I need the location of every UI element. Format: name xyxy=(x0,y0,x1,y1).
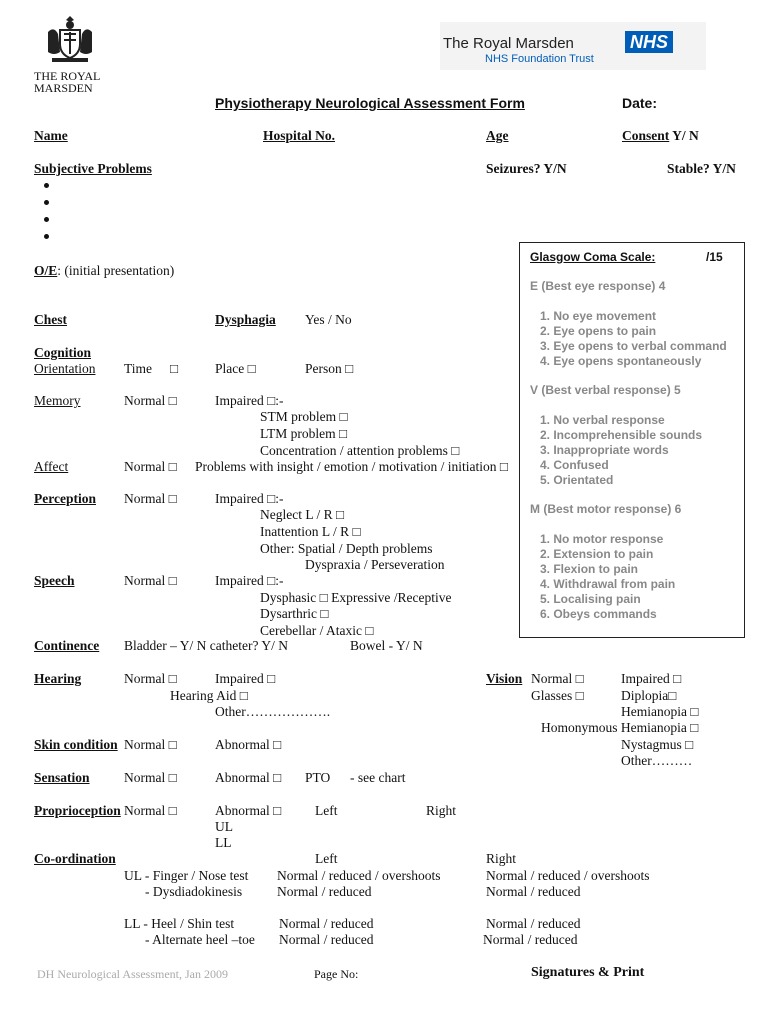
ul-finger-right: Normal / reduced / overshoots xyxy=(486,868,650,883)
checkbox[interactable]: □ xyxy=(320,606,329,621)
skin-abnormal xyxy=(215,737,281,753)
vision-hemianopia xyxy=(621,704,699,720)
gcs-e-item: 2. Eye opens to pain xyxy=(540,324,657,338)
affect-problems xyxy=(195,459,508,475)
skin-normal xyxy=(124,737,177,753)
vision-title: Vision xyxy=(486,671,523,686)
checkbox[interactable]: □ xyxy=(267,671,276,686)
abnormal-label: Abnormal xyxy=(215,737,270,752)
gcs-v-item: 4. Confused xyxy=(540,458,609,472)
abnormal-label: Abnormal xyxy=(215,803,270,818)
hearing-title: Hearing xyxy=(34,671,82,686)
vision-diplopia xyxy=(621,688,676,704)
nystagmus-label: Nystagmus xyxy=(621,737,682,752)
checkbox[interactable]: □ xyxy=(339,409,348,424)
hospital-no-label: Hospital No. xyxy=(263,128,336,143)
checkbox[interactable]: □ xyxy=(239,688,248,703)
left-logo-line2: MARSDEN xyxy=(34,81,93,95)
ltm-option xyxy=(260,426,347,442)
checkbox[interactable]: □ xyxy=(247,361,256,376)
chest-label: Chest xyxy=(34,312,67,327)
normal-label: Normal xyxy=(531,671,573,686)
royal-marsden-crest-logo xyxy=(44,12,96,64)
gcs-m-item: 4. Withdrawal from pain xyxy=(540,577,676,591)
perception-title: Perception xyxy=(34,491,96,506)
gcs-v-item: 1. No verbal response xyxy=(540,413,665,427)
checkbox[interactable]: □ xyxy=(168,671,177,686)
impaired-label: Impaired xyxy=(215,671,264,686)
oe-label: O/E xyxy=(34,263,58,278)
ul-dysdiad-right: Normal / reduced xyxy=(486,884,581,899)
checkbox[interactable]: □ xyxy=(168,803,177,818)
proprioception-ll: LL xyxy=(215,835,232,850)
gcs-total: /15 xyxy=(706,250,723,264)
proprioception-ul: UL xyxy=(215,819,233,834)
checkbox[interactable]: □ xyxy=(273,803,282,818)
consent-label: Consent xyxy=(622,128,670,143)
checkbox[interactable]: □ xyxy=(673,671,682,686)
impaired-label: Impaired xyxy=(621,671,670,686)
vision-nystagmus xyxy=(621,737,693,753)
continence-bowel: Bowel - Y/ N xyxy=(350,638,423,653)
nhs-trust-logo xyxy=(440,22,706,70)
continence-bladder: Bladder – Y/ N catheter? Y/ N xyxy=(124,638,288,653)
checkbox[interactable]: □ xyxy=(168,393,177,408)
checkbox[interactable]: □ xyxy=(319,590,328,605)
gcs-m-item: 3. Flexion to pain xyxy=(540,562,639,576)
gcs-m-item: 2. Extension to pain xyxy=(540,547,654,561)
continence-title: Continence xyxy=(34,638,100,653)
footer-page-no: Page No: xyxy=(314,967,359,981)
orientation-label: Orientation xyxy=(34,361,96,376)
checkbox[interactable]: □ xyxy=(168,770,177,785)
inattention-option xyxy=(260,524,361,540)
memory-label: Memory xyxy=(34,393,81,408)
bullet-point xyxy=(44,200,49,205)
checkbox[interactable]: □ xyxy=(273,737,282,752)
time-label: Time xyxy=(124,361,153,376)
checkbox[interactable]: □ xyxy=(345,361,354,376)
subjective-title: Subjective Problems xyxy=(34,161,152,176)
orientation-time xyxy=(124,361,178,377)
consent-yn: Y/ N xyxy=(669,128,699,143)
hearing-other: Other………………. xyxy=(215,704,331,719)
proprioception-abnormal xyxy=(215,803,281,819)
gcs-box xyxy=(519,242,745,638)
stm-label: STM problem xyxy=(260,409,337,424)
perception-normal xyxy=(124,491,177,507)
footer-source: DH Neurological Assessment, Jan 2009 xyxy=(37,967,228,981)
checkbox[interactable]: □ xyxy=(690,704,699,719)
speech-title: Speech xyxy=(34,573,75,588)
bullet-point xyxy=(44,217,49,222)
dysphagia-options: Yes / No xyxy=(305,312,352,327)
trust-subtitle: NHS Foundation Trust xyxy=(485,53,594,65)
normal-label: Normal xyxy=(124,393,166,408)
glasses-label: Glasses xyxy=(531,688,573,703)
gcs-v-title: V (Best verbal response) 5 xyxy=(530,383,681,397)
gcs-m-item: 1. No motor response xyxy=(540,532,664,546)
ltm-label: LTM problem xyxy=(260,426,336,441)
gcs-e-item: 3. Eye opens to verbal command xyxy=(540,339,727,353)
hearing-aid-label: Hearing Aid xyxy=(170,688,237,703)
coordination-left-header: Left xyxy=(315,851,338,866)
checkbox[interactable]: □ xyxy=(168,737,177,752)
checkbox[interactable]: □ xyxy=(267,491,276,506)
coordination-right-header: Right xyxy=(486,851,517,866)
dysphasic-label: Dysphasic xyxy=(260,590,317,605)
oe-line xyxy=(34,263,174,279)
hearing-impaired xyxy=(215,671,275,687)
consent-field xyxy=(622,128,699,144)
gcs-title: Glasgow Coma Scale: xyxy=(530,250,656,264)
checkbox[interactable]: □ xyxy=(273,770,282,785)
gcs-v-item: 2. Incomprehensible sounds xyxy=(540,428,703,442)
concentration-option xyxy=(260,443,459,459)
ll-alt-left: Normal / reduced xyxy=(279,932,374,947)
sensation-pto: PTO xyxy=(305,770,331,785)
cerebellar-option xyxy=(260,623,374,639)
normal-label: Normal xyxy=(124,671,166,686)
concentration-label: Concentration / attention problems xyxy=(260,443,448,458)
proprioception-title: Proprioception xyxy=(34,803,121,818)
memory-impaired: Impaired □:- xyxy=(215,393,284,408)
vision-impaired xyxy=(621,671,681,687)
seizures-label: Seizures? Y/N xyxy=(486,161,567,176)
ll-heel-left: Normal / reduced xyxy=(279,916,374,931)
checkbox[interactable]: □ xyxy=(668,688,677,703)
checkbox[interactable]: □ xyxy=(267,573,276,588)
checkbox[interactable]: □ xyxy=(365,623,374,638)
hearing-aid xyxy=(170,688,248,704)
dysphasic-option xyxy=(260,590,452,606)
footer-signatures: Signatures & Print xyxy=(531,965,645,980)
gcs-v-item: 5. Orientated xyxy=(540,473,614,487)
gcs-m-item: 6. Obeys commands xyxy=(540,607,657,621)
normal-label: Normal xyxy=(124,770,166,785)
orientation-place xyxy=(215,361,256,377)
ll-alternate: - Alternate heel –toe xyxy=(145,932,255,947)
checkbox[interactable]: □ xyxy=(575,671,584,686)
coordination-title: Co-ordination xyxy=(34,851,116,866)
vision-other: Other……… xyxy=(621,753,693,768)
vision-normal xyxy=(531,671,584,687)
gcs-e-item: 4. Eye opens spontaneously xyxy=(540,354,702,368)
nhs-badge: NHS xyxy=(625,31,673,53)
impaired-label: Impaired xyxy=(215,491,264,506)
neglect-option xyxy=(260,507,344,523)
ul-dysdiadokinesis: - Dysdiadokinesis xyxy=(145,884,243,899)
dysphagia-label: Dysphagia xyxy=(215,312,276,327)
hemianopia-label: Hemianopia xyxy=(621,704,687,719)
memory-normal xyxy=(124,393,177,409)
affect-normal xyxy=(124,459,177,475)
normal-label: Normal xyxy=(124,573,166,588)
proprioception-right: Right xyxy=(426,803,457,818)
checkbox[interactable]: □ xyxy=(168,573,177,588)
perception-other: Other: Spatial / Depth problems xyxy=(260,541,433,556)
ul-finger-left: Normal / reduced / overshoots xyxy=(277,868,441,883)
gcs-e-title: E (Best eye response) 4 xyxy=(530,279,666,293)
checkbox[interactable]: □ xyxy=(575,688,584,703)
dysarthric-option xyxy=(260,606,329,622)
vision-glasses xyxy=(531,688,584,704)
checkbox[interactable]: □ xyxy=(690,720,699,735)
trust-name: The Royal Marsden xyxy=(443,35,574,52)
vision-homonymous xyxy=(541,720,698,736)
sensation-see-chart: - see chart xyxy=(350,770,406,785)
place-label: Place xyxy=(215,361,245,376)
sensation-abnormal xyxy=(215,770,281,786)
bullet-point xyxy=(44,234,49,239)
ll-heel-shin: LL - Heel / Shin test xyxy=(124,916,235,931)
abnormal-label: Abnormal xyxy=(215,770,270,785)
checkbox[interactable]: □ xyxy=(339,426,348,441)
speech-normal xyxy=(124,573,177,589)
stm-option xyxy=(260,409,348,425)
checkbox[interactable]: □ xyxy=(352,524,361,539)
orientation-person xyxy=(305,361,353,377)
cerebellar-label: Cerebellar / Ataxic xyxy=(260,623,362,638)
normal-label: Normal xyxy=(124,459,166,474)
checkbox[interactable]: □ xyxy=(168,459,177,474)
date-label: Date: xyxy=(622,95,658,111)
dyspraxia-label: Dyspraxia / Perseveration xyxy=(305,557,445,572)
ul-dysdiad-left: Normal / reduced xyxy=(277,884,372,899)
hearing-normal xyxy=(124,671,177,687)
impaired-label: Impaired xyxy=(215,573,264,588)
proprioception-left: Left xyxy=(315,803,338,818)
checkbox[interactable]: □ xyxy=(499,459,509,474)
affect-problems-label: Problems with insight / emotion / motivation / initiation xyxy=(195,459,497,474)
person-label: Person xyxy=(305,361,342,376)
homonymous-label: Homonymous Hemianopia xyxy=(541,720,687,735)
name-label: Name xyxy=(34,128,68,143)
ul-finger-nose: UL - Finger / Nose test xyxy=(124,868,249,883)
oe-text: : (initial presentation) xyxy=(57,263,175,278)
left-logo-line1: THE ROYAL xyxy=(34,69,101,83)
affect-label: Affect xyxy=(34,459,69,474)
perception-impaired: Impaired □:- xyxy=(215,491,284,506)
form-title: Physiotherapy Neurological Assessment Form xyxy=(215,95,525,111)
normal-label: Normal xyxy=(124,491,166,506)
sensation-normal xyxy=(124,770,177,786)
bullet-point xyxy=(44,183,49,188)
checkbox[interactable]: □ xyxy=(685,737,694,752)
age-label: Age xyxy=(486,128,509,143)
skin-title: Skin condition xyxy=(34,737,118,752)
inattention-label: Inattention L / R xyxy=(260,524,350,539)
normal-label: Normal xyxy=(124,803,166,818)
checkbox[interactable]: □ xyxy=(168,491,177,506)
dysarthric-label: Dysarthric xyxy=(260,606,317,621)
gcs-m-item: 5. Localising pain xyxy=(540,592,641,606)
proprioception-normal xyxy=(124,803,177,819)
checkbox[interactable]: □ xyxy=(170,361,179,376)
stable-label: Stable? Y/N xyxy=(667,161,736,176)
gcs-e-item: 1. No eye movement xyxy=(540,309,657,323)
checkbox[interactable]: □ xyxy=(335,507,345,522)
gcs-m-title: M (Best motor response) 6 xyxy=(530,502,682,516)
ll-heel-right: Normal / reduced xyxy=(486,916,581,931)
sensation-title: Sensation xyxy=(34,770,90,785)
impaired-label: Impaired xyxy=(215,393,264,408)
normal-label: Normal xyxy=(124,737,166,752)
checkbox[interactable]: □ xyxy=(267,393,276,408)
cognition-title: Cognition xyxy=(34,345,92,360)
neglect-label: Neglect L / R xyxy=(260,507,333,522)
speech-impaired: Impaired □:- xyxy=(215,573,284,588)
checkbox[interactable]: □ xyxy=(451,443,460,458)
diplopia-label: Diplopia xyxy=(621,688,669,703)
ll-alt-right: Normal / reduced xyxy=(483,932,578,947)
expressive-label: Expressive /Receptive xyxy=(331,590,452,605)
gcs-v-item: 3. Inappropriate words xyxy=(540,443,669,457)
